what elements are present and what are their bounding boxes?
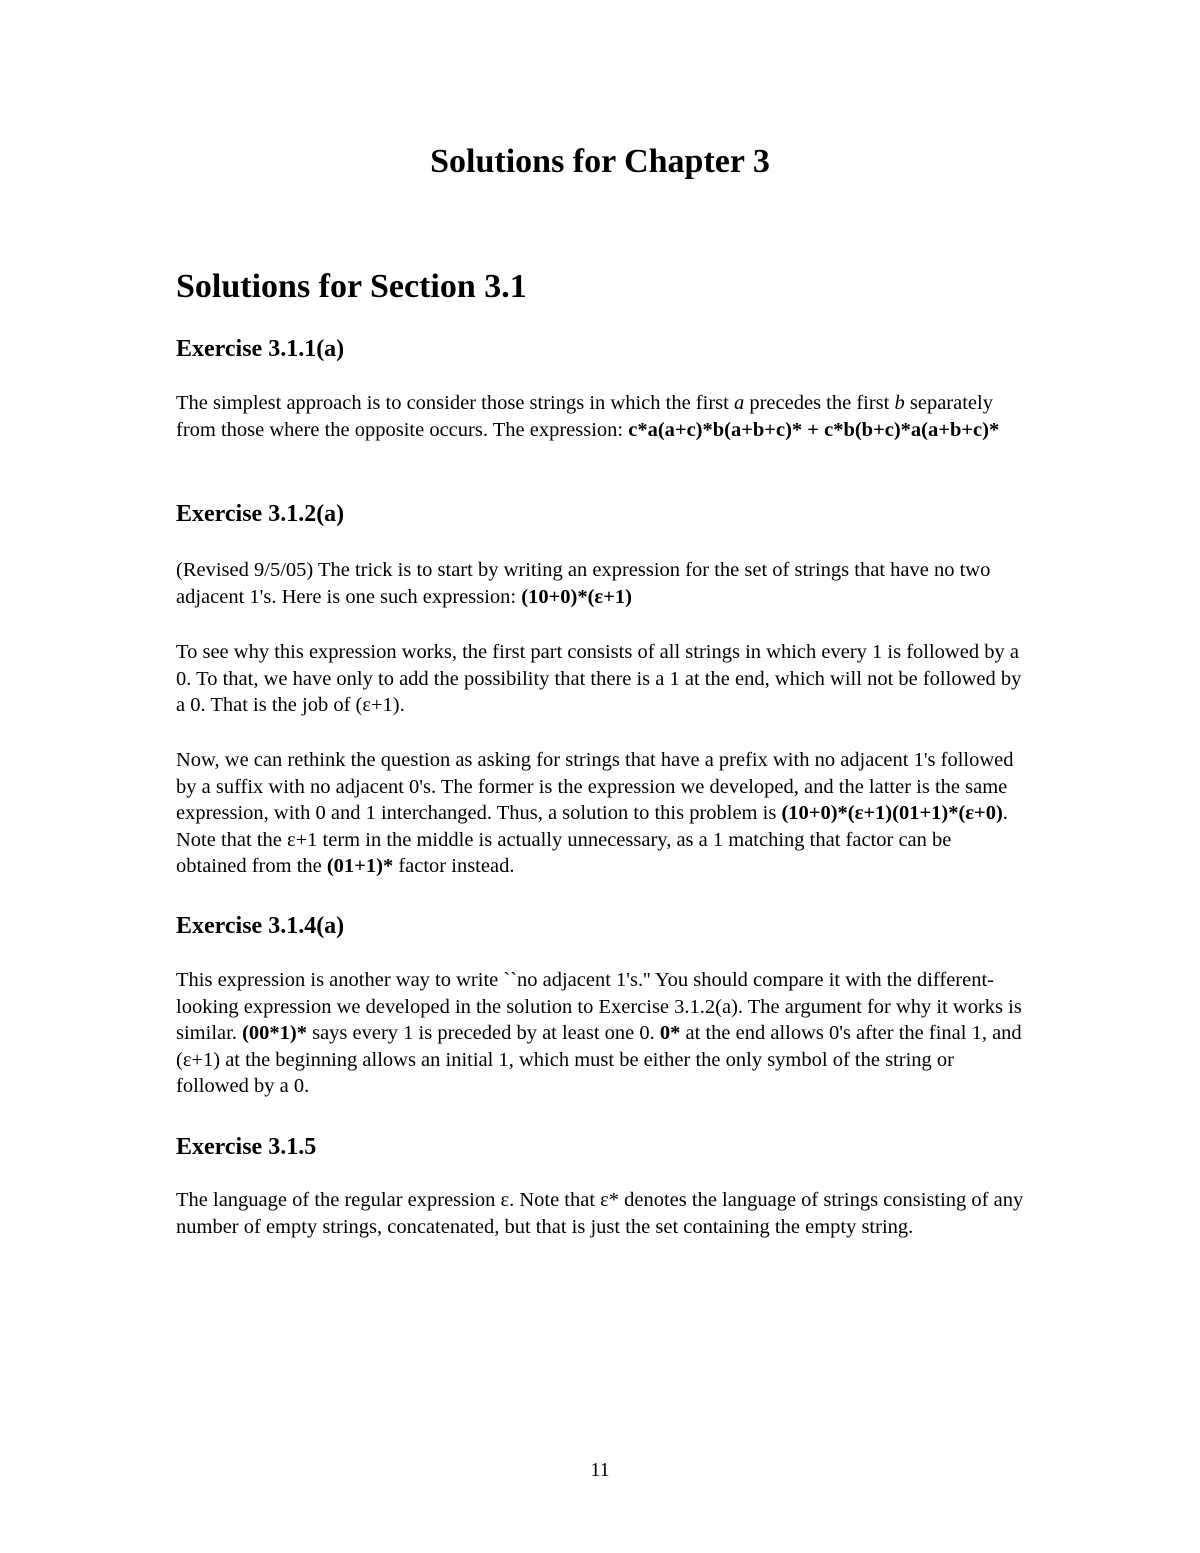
text-span: This expression is another way to write ``no adjacent 1's.'' You should compare it with the different-looking expression we developed in the solution to Exercise 3.1.2(a). The argument for why it works is similar.	[176, 969, 1022, 1044]
exercise-3-1-2a-paragraph-2: To see why this expression works, the first part consists of all strings in which every 1 is followed by a 0. To that, we have only to add the possibility that there is a 1 at the end, which will not be followed by a 0. That is the job of (ε+1).	[176, 641, 1022, 716]
text-span: at the beginning allows an initial 1, which must be either the only symbol of the string or followed by a 0.	[176, 1048, 954, 1097]
regex-expression: (10+0)*(ε+1)	[521, 585, 632, 608]
variable-a: a	[733, 392, 745, 414]
exercise-heading-3-1-5: Exercise 3.1.5	[176, 1134, 317, 1160]
text-span: at the end allows 0's after the final 1, and	[680, 1022, 1022, 1044]
text-span: says every 1 is preceded by at least one 0.	[306, 1022, 660, 1044]
regex-expression: c*a(a+c)*b(a+b+c)* + c*b(b+c)*a(a+b+c)*	[628, 418, 1000, 441]
regex-expression: 0*	[659, 1022, 681, 1044]
variable-b: b	[894, 392, 905, 414]
exercise-heading-3-1-2a: Exercise 3.1.2(a)	[176, 501, 345, 527]
text-span: separately from those where the opposite occurs. The expression:	[176, 392, 993, 441]
text-span: . Note that the ε+1 term in the middle is actually unnecessary, as a 1 matching that factor can be obtained from the	[176, 802, 1008, 877]
exercise-3-1-2a-paragraph-1	[176, 557, 1026, 610]
text-span: (Revised 9/5/05) The trick is to start by writing an expression for the set of strings that have no two adjacent 1's. Here is one such expression:	[176, 559, 991, 608]
exercise-3-1-2a-paragraph-3	[176, 747, 1026, 880]
chapter-title: Solutions for Chapter 3	[430, 143, 770, 180]
exercise-3-1-4a-paragraph	[176, 967, 1026, 1100]
exercise-heading-3-1-1a: Exercise 3.1.1(a)	[176, 336, 345, 362]
exercise-heading-3-1-4a: Exercise 3.1.4(a)	[176, 913, 345, 939]
text-span: factor instead.	[393, 855, 515, 877]
section-title: Solutions for Section 3.1	[176, 268, 527, 305]
text-span: The simplest approach is to consider those strings in which the first	[176, 392, 734, 414]
exercise-3-1-5-paragraph: The language of the regular expression ε. Note that ε* denotes the language of strings consisting of any number of empty strings, concatenated, but that is just the set containing the empty string.	[176, 1189, 1024, 1238]
text-span: precedes the first	[744, 392, 895, 414]
regex-expression: (01+1)*	[326, 855, 394, 877]
regex-expression: (00*1)*	[242, 1022, 307, 1044]
page-number: 11	[590, 1459, 610, 1481]
regex-expression: (ε+1)	[176, 1048, 221, 1071]
text-span: Now, we can rethink the question as asking for strings that have a prefix with no adjacent 1's followed by a suffix with no adjacent 0's. The former is the expression we developed, and the latter is the same expression, with 0 and 1 interchanged. Thus, a solution to this problem is	[176, 749, 1014, 824]
regex-expression: (10+0)*(ε+1)(01+1)*(ε+0)	[781, 802, 1003, 824]
exercise-3-1-1a-paragraph	[176, 390, 1026, 443]
